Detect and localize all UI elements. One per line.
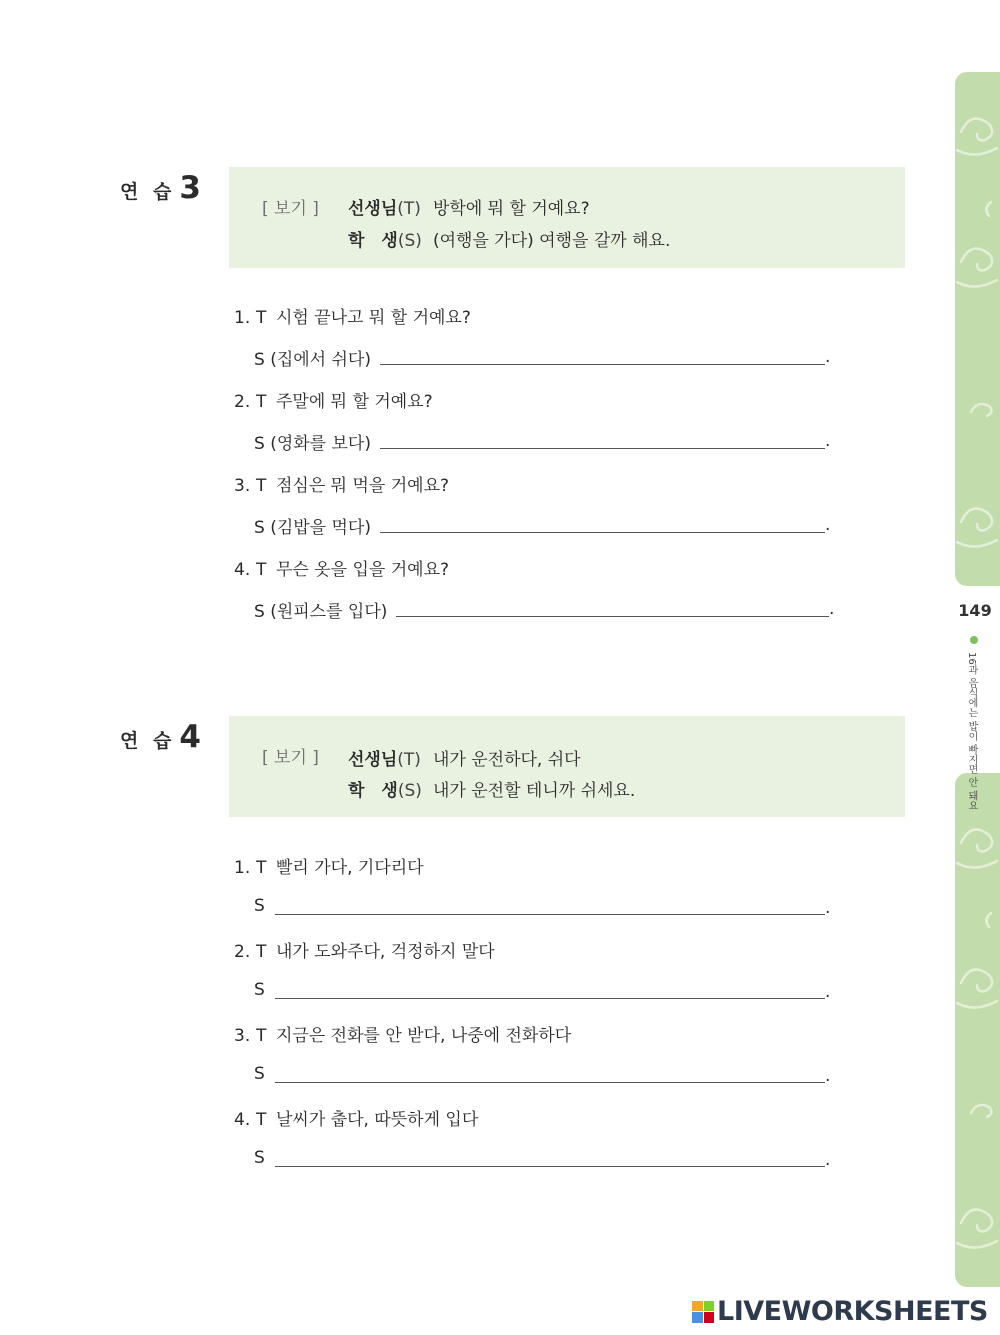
student-marker: S <box>254 434 265 454</box>
answer-input-line[interactable] <box>380 532 825 533</box>
student-marker: S <box>254 602 265 622</box>
period-mark: . <box>829 599 835 619</box>
logo-blocks-icon <box>692 1301 714 1323</box>
question-text: 지금은 전화를 안 받다, 나중에 전화하다 <box>276 1026 572 1046</box>
question-row <box>234 1021 571 1046</box>
question-number: 4. <box>234 1110 251 1130</box>
teacher-role <box>348 194 421 219</box>
answer-row <box>254 345 371 371</box>
answer-row <box>254 1064 265 1090</box>
student-text: (여행을 가다) 여행을 갈까 해요. <box>433 231 671 251</box>
student-marker: S <box>254 1148 265 1168</box>
side-tab-bottom <box>955 773 1000 1287</box>
side-tab-top <box>955 72 1000 586</box>
answer-row <box>254 1148 265 1174</box>
question-row <box>234 1105 478 1130</box>
liveworksheets-logo[interactable] <box>692 1296 988 1327</box>
student-text: 내가 운전할 테니까 쉬세요. <box>433 781 636 801</box>
student-marker: S <box>254 518 265 538</box>
question-text: 날씨가 춥다, 따뜻하게 입다 <box>276 1110 479 1130</box>
teacher-marker: T <box>256 858 267 878</box>
answer-input-line[interactable] <box>380 448 825 449</box>
example-tag: [ 보기 ] <box>262 748 319 768</box>
answer-row <box>254 896 265 922</box>
teacher-marker: T <box>256 476 267 496</box>
green-dot-icon <box>970 636 978 644</box>
student-marker: S <box>254 1064 265 1084</box>
student-name: 학 생 <box>348 231 398 251</box>
question-row <box>234 555 449 580</box>
period-mark: . <box>825 1066 831 1086</box>
logo-text: LIVEWORKSHEETS <box>717 1296 988 1327</box>
period-mark: . <box>825 898 831 918</box>
answer-input-line[interactable] <box>275 1166 825 1167</box>
example-box-3 <box>229 167 905 268</box>
period-mark: . <box>825 982 831 1002</box>
practice-number: 4 <box>179 719 201 755</box>
question-row <box>234 303 471 328</box>
question-number: 4. <box>234 560 251 580</box>
example-tag: [ 보기 ] <box>262 199 319 219</box>
period-mark: . <box>825 1150 831 1170</box>
student-role <box>348 226 422 251</box>
answer-hint: (김밥을 먹다) <box>270 518 371 538</box>
student-marker: S <box>254 896 265 916</box>
question-text: 빨리 가다, 기다리다 <box>276 858 424 878</box>
student-code: (S) <box>397 231 422 251</box>
question-text: 점심은 뭐 먹을 거예요? <box>276 476 450 496</box>
answer-input-line[interactable] <box>275 1082 825 1083</box>
teacher-marker: T <box>256 1026 267 1046</box>
practice-word: 연 습 <box>120 181 176 203</box>
period-mark: . <box>825 515 831 535</box>
answer-hint: (집에서 쉬다) <box>270 350 371 370</box>
question-number: 3. <box>234 1026 251 1046</box>
teacher-code: (T) <box>397 199 421 219</box>
page-number: 149 <box>958 601 992 620</box>
student-role <box>348 776 422 801</box>
teacher-marker: T <box>256 392 267 412</box>
teacher-marker: T <box>256 1110 267 1130</box>
question-number: 2. <box>234 942 251 962</box>
student-marker: S <box>254 350 265 370</box>
student-code: (S) <box>397 781 422 801</box>
teacher-marker: T <box>256 560 267 580</box>
practice-word: 연 습 <box>120 730 176 752</box>
answer-input-line[interactable] <box>396 616 829 617</box>
answer-row <box>254 513 371 539</box>
period-mark: . <box>825 347 831 367</box>
question-text: 무슨 옷을 입을 거예요? <box>276 560 450 580</box>
teacher-marker: T <box>256 308 267 328</box>
answer-hint: (원피스를 입다) <box>270 602 388 622</box>
period-mark: . <box>825 431 831 451</box>
answer-row <box>254 429 371 455</box>
example-box-4 <box>229 716 905 817</box>
question-number: 3. <box>234 476 251 496</box>
question-number: 2. <box>234 392 251 412</box>
answer-input-line[interactable] <box>380 364 825 365</box>
teacher-role <box>348 745 421 770</box>
question-number: 1. <box>234 308 251 328</box>
question-text: 주말에 뭐 할 거예요? <box>276 392 433 412</box>
question-text: 내가 도와주다, 걱정하지 말다 <box>276 942 495 962</box>
cloud-pattern-icon <box>955 773 1000 1287</box>
question-row <box>234 471 449 496</box>
question-row <box>234 387 433 412</box>
question-row <box>234 853 424 878</box>
practice3-title <box>120 170 201 206</box>
teacher-name: 선생님 <box>348 750 398 770</box>
answer-hint: (영화를 보다) <box>270 434 371 454</box>
student-marker: S <box>254 980 265 1000</box>
teacher-code: (T) <box>397 750 421 770</box>
answer-input-line[interactable] <box>275 914 825 915</box>
answer-input-line[interactable] <box>275 998 825 999</box>
teacher-text: 내가 운전하다, 쉬다 <box>433 750 581 770</box>
teacher-marker: T <box>256 942 267 962</box>
practice4-title <box>120 719 201 755</box>
answer-row <box>254 980 265 1006</box>
cloud-pattern-icon <box>955 72 1000 586</box>
practice-number: 3 <box>179 170 201 206</box>
question-text: 시험 끝나고 뭐 할 거예요? <box>276 308 471 328</box>
question-number: 1. <box>234 858 251 878</box>
answer-row <box>254 597 387 623</box>
teacher-text: 방학에 뭐 할 거예요? <box>433 199 590 219</box>
student-name: 학 생 <box>348 781 398 801</box>
chapter-title: 16과 음식에는 밥이 빠지면 안 돼요 <box>966 652 977 811</box>
question-row <box>234 937 495 962</box>
teacher-name: 선생님 <box>348 199 398 219</box>
